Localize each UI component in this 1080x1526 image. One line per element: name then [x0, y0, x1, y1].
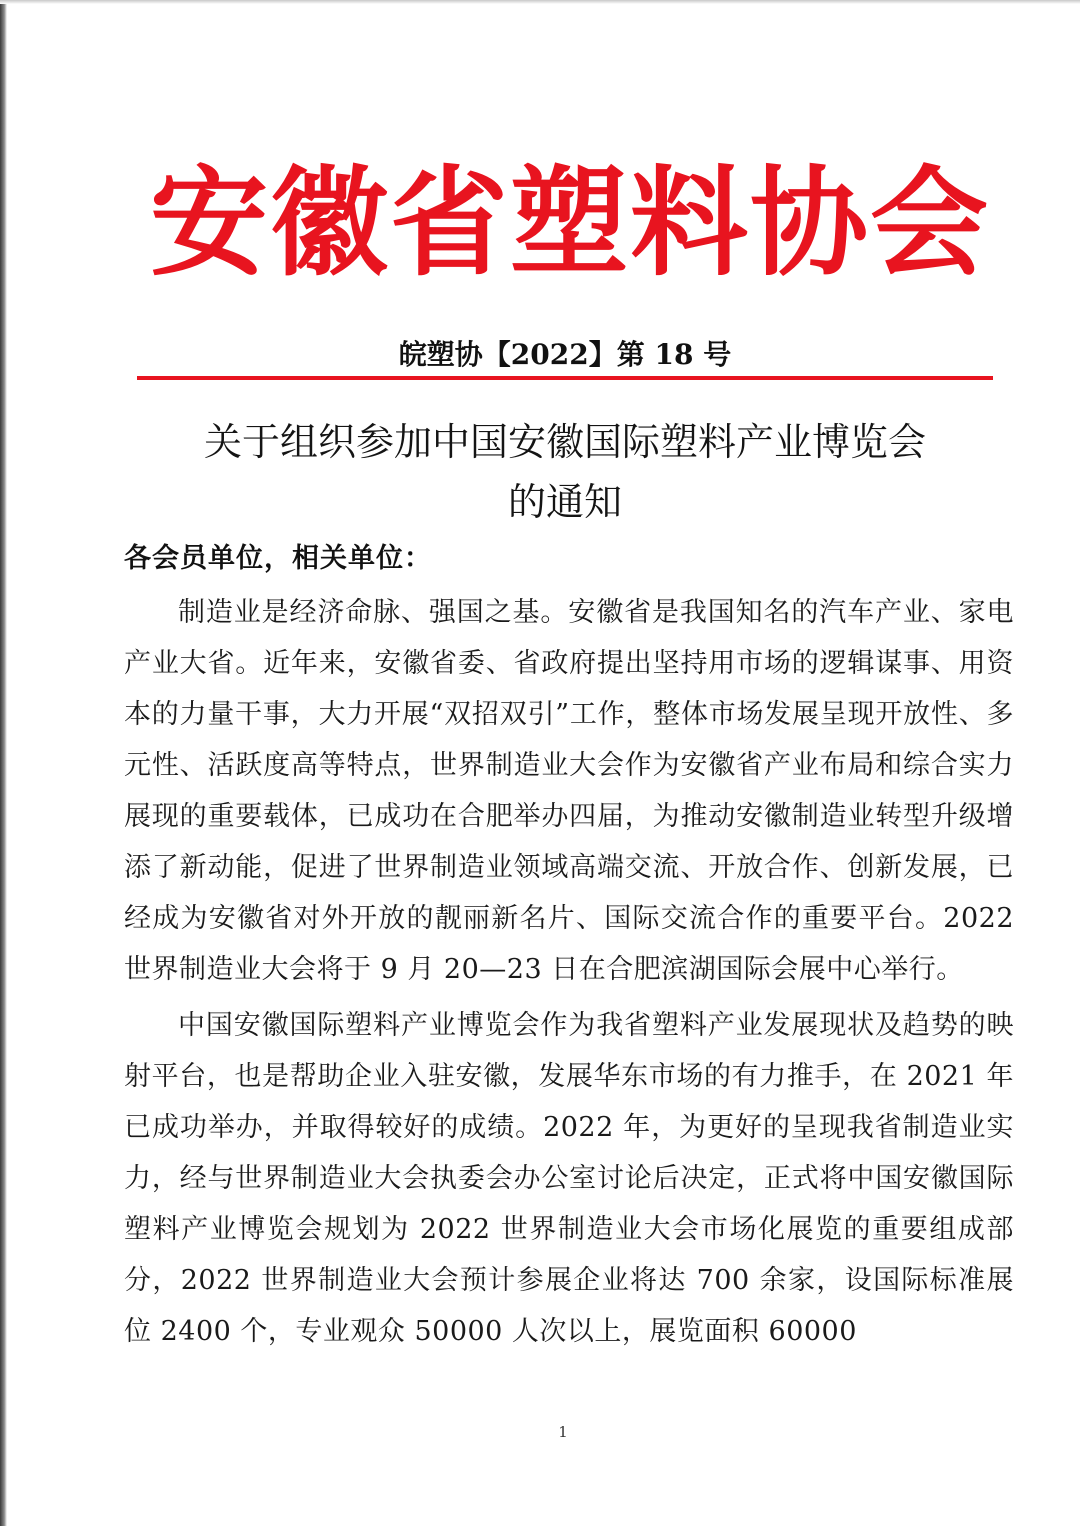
scan-edge-left [0, 0, 7, 1526]
body-paragraph-1: 制造业是经济命脉、强国之基。安徽省是我国知名的汽车产业、家电产业大省。近年来，安徽省委、省政府提出坚持用市场的逻辑谋事、用资本的力量干事，大力开展“双招双引”工作，整体市场发展呈现开放性、多元性、活跃度高等特点，世界制造业大会作为安徽省产业布局和综合实力展现的重要载体，已成功在合肥举办四届，为推动安徽制造业转型升级增添了新动能，促进了世界制造业领域高端交流、开放合作、创新发展，已经成为安徽省对外开放的靓丽新名片、国际交流合作的重要平台。2022 世界制造业大会将于 9 月 20—23 日在合肥滨湖国际会展中心举行。 [124, 597, 1014, 985]
page-number: 1 [558, 1423, 568, 1441]
letterhead-red-rule [137, 376, 993, 380]
document-number: 皖塑协【2022】第 18 号 [398, 338, 732, 371]
notice-title [60, 412, 1070, 532]
notice-title-line-2: 的通知 [507, 480, 622, 524]
body-paragraph-2: 中国安徽国际塑料产业博览会作为我省塑料产业发展现状及趋势的映射平台，也是帮助企业入驻安徽，发展华东市场的有力推手，在 2021 年已成功举办，并取得较好的成绩。2022 年，为更好的呈现我省制造业实力，经与世界制造业大会执委会办公室讨论后决定，正式将中国安徽国际塑料产业博览会规划为 2022 世界制造业大会市场化展览的重要组成部分，2022 世界制造业大会预计参展企业将达 700 余家，设国际标准展位 2400 个，专业观众 50000 人次以上，展览面积 60000 [124, 1010, 1014, 1347]
body-text [124, 587, 1014, 1362]
salutation: 各会员单位，相关单位： [124, 543, 432, 574]
letterhead-organization: 安徽省塑料协会 [149, 154, 990, 292]
notice-title-line-1: 关于组织参加中国安徽国际塑料产业博览会 [203, 420, 926, 464]
scan-edge-top [0, 0, 1080, 4]
